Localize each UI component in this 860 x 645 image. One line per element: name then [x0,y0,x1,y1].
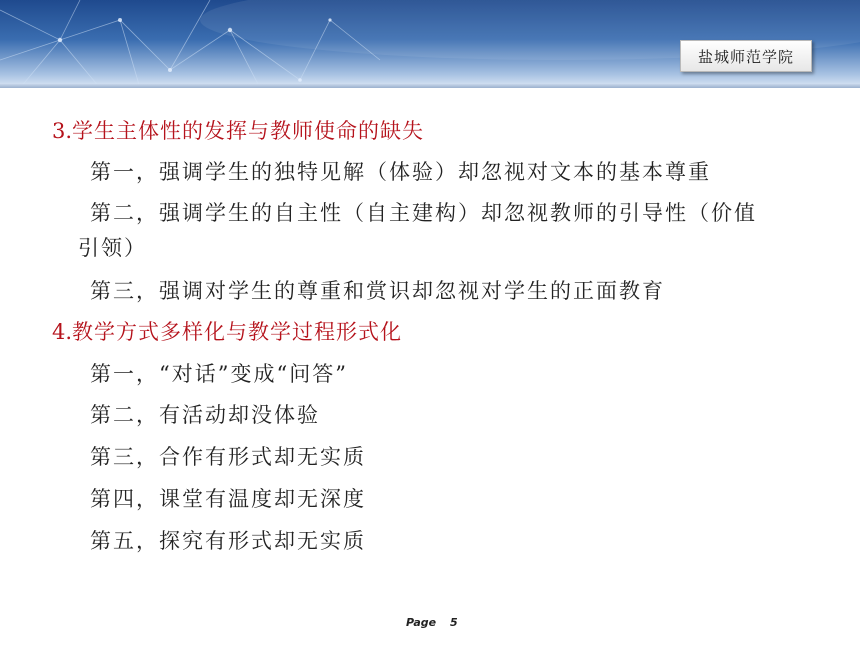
section-4-title: 教学方式多样化与教学过程形式化 [72,320,403,344]
section-4-heading [52,318,402,346]
section-3-number: 3. [52,119,73,143]
section-4-item-1: 第一，“对话”变成“问答” [90,362,348,386]
section-4-item-2: 第二，有活动却没体验 [90,403,320,427]
section-3-title: 学生主体性的发挥与教师使命的缺失 [72,119,425,143]
header-banner [0,0,860,88]
institution-name: 盐城师范学院 [697,47,794,66]
institution-badge [680,40,812,72]
section-3-item-2: 第二，强调学生的自主性（自主建构）却忽视教师的引导性（价值 [90,201,757,225]
section-4-number: 4. [52,320,73,344]
section-4-item-4: 第四，课堂有温度却无深度 [90,487,366,511]
section-4-item-5: 第五，探究有形式却无实质 [90,529,366,553]
section-4-item-3: 第三，合作有形式却无实质 [90,445,366,469]
section-3-item-1: 第一，强调学生的独特见解（体验）却忽视对文本的基本尊重 [90,160,711,184]
section-3-heading [52,117,424,145]
section-3-item-3: 第三，强调对学生的尊重和赏识却忽视对学生的正面教育 [90,279,665,303]
section-3-item-2-continued: 引领） [78,236,147,260]
header-divider [0,84,860,88]
page-label: Page [406,616,437,629]
page-number: 5 [450,616,458,629]
